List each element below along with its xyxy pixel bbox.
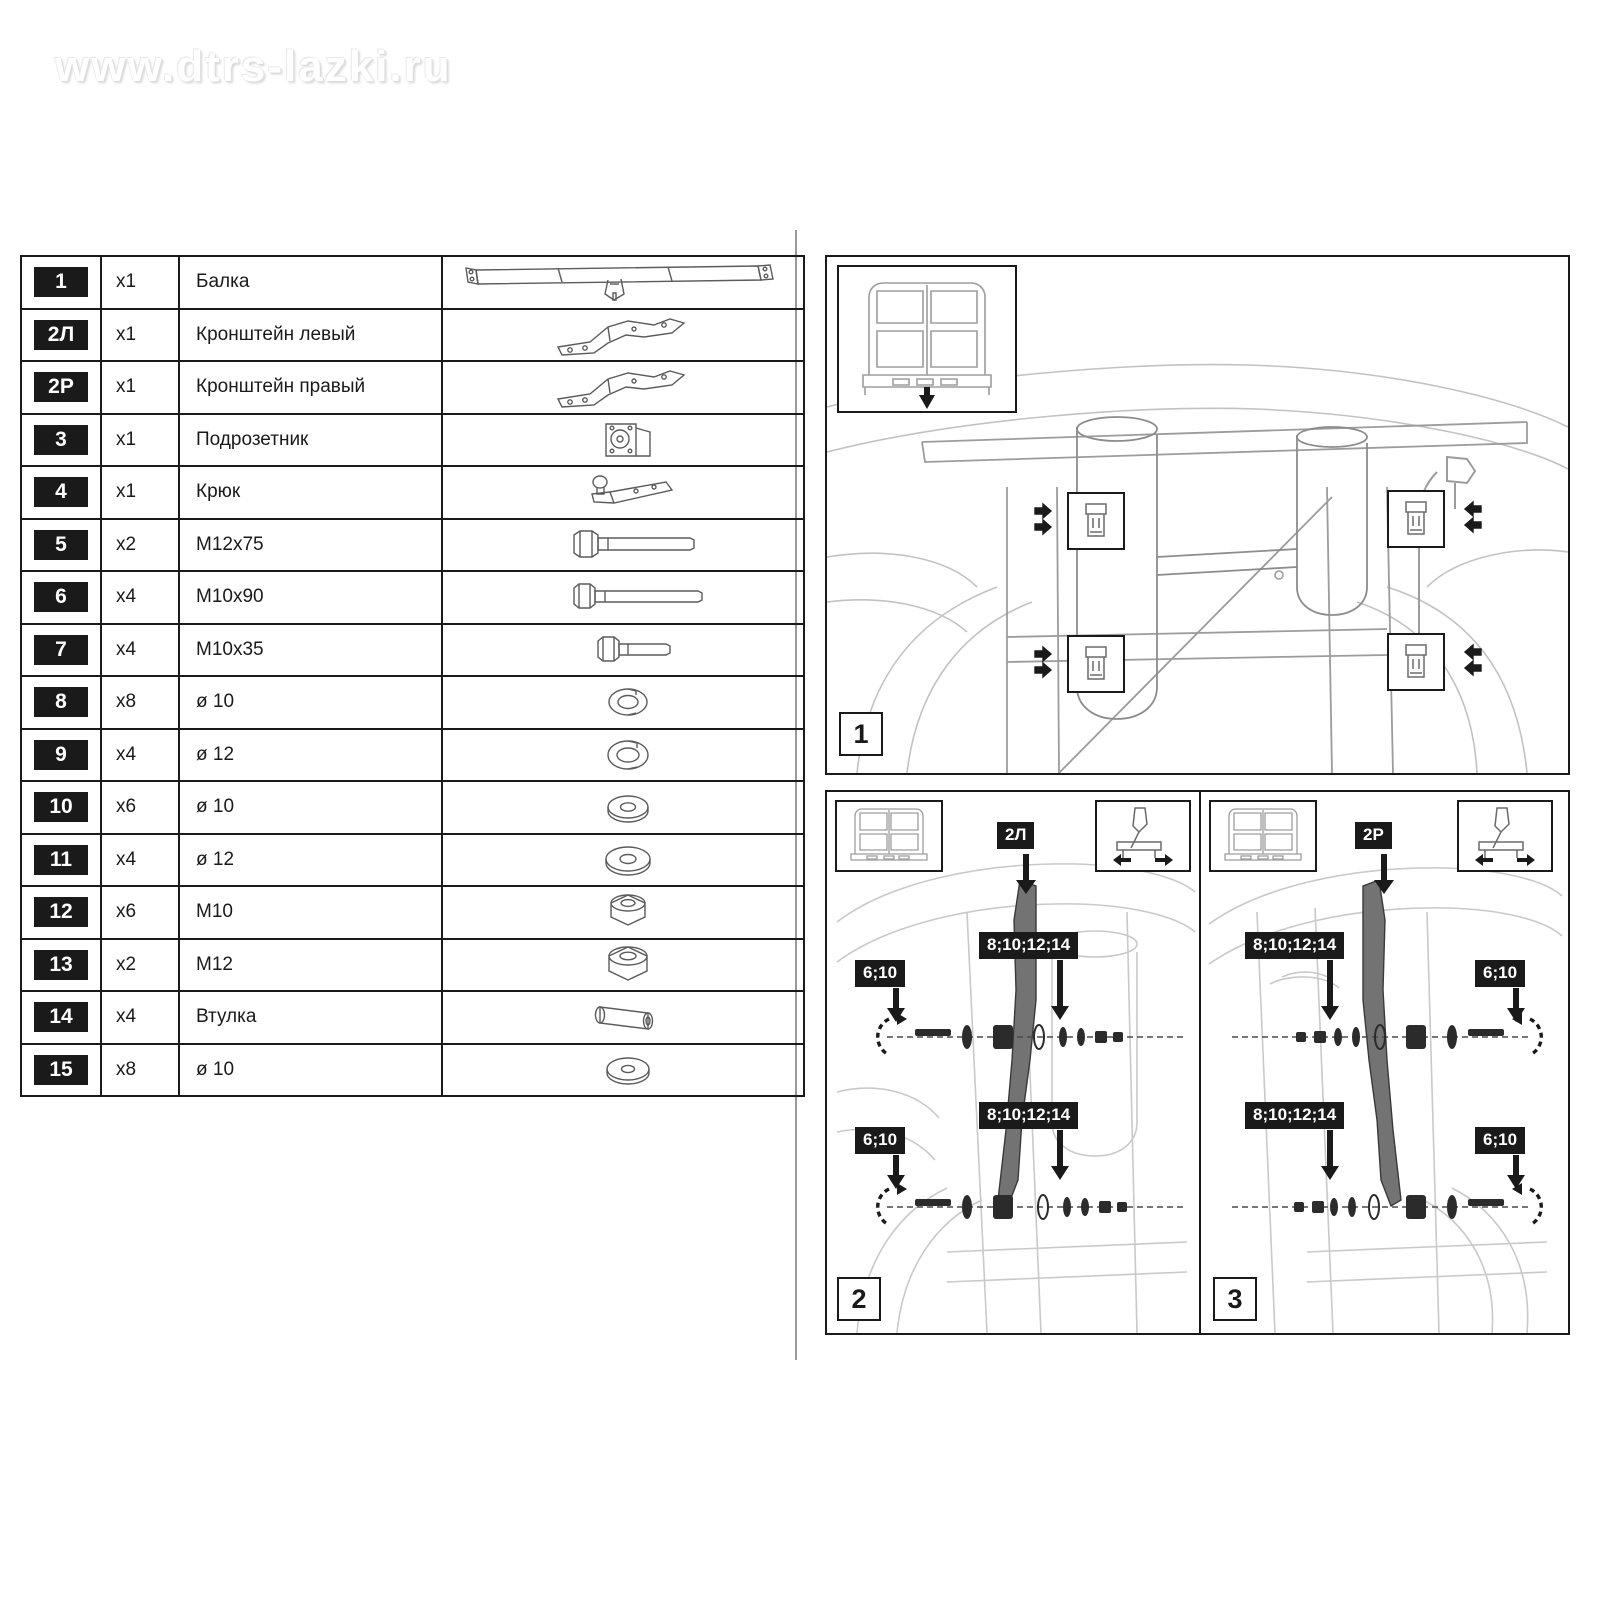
- part-number-badge: 10: [34, 792, 88, 822]
- part-number-cell: [21, 676, 101, 729]
- callout-step2-bottom-right: 8;10;12;14: [979, 1102, 1078, 1129]
- part-name-cell: M12x75: [179, 519, 442, 572]
- large-flat-washer-icon: [442, 1044, 804, 1097]
- table-row: [21, 676, 804, 729]
- part-name-cell: M10x90: [179, 571, 442, 624]
- spring-washer-icon: [442, 676, 804, 729]
- table-row: [21, 309, 804, 362]
- bolt-short-icon: [442, 624, 804, 677]
- clip-arrow-top-right: [1447, 500, 1487, 534]
- part-name-cell: M10x35: [179, 624, 442, 677]
- callout-arrow-step2-br: [1049, 1130, 1071, 1180]
- table-row: [21, 466, 804, 519]
- table-row: [21, 834, 804, 887]
- callout-arrow-step3-bl: [1319, 1130, 1341, 1180]
- part-qty-cell: x6: [101, 886, 179, 939]
- part-name-cell: ø 12: [179, 729, 442, 782]
- hex-nut-icon: [442, 939, 804, 992]
- hex-nut-icon: [442, 886, 804, 939]
- part-number-badge: 13: [34, 950, 88, 980]
- rear-vehicle-view-icon: [839, 267, 1015, 411]
- parts-table-body: [21, 256, 804, 1096]
- fastener-row-top-left: [867, 1007, 1197, 1067]
- table-row: [21, 414, 804, 467]
- tow-hook-icon: [442, 466, 804, 519]
- part-qty-cell: x4: [101, 571, 179, 624]
- part-name-cell: M12: [179, 939, 442, 992]
- fastener-row-top-right: [1222, 1007, 1552, 1067]
- callout-step3-bottom-right: 6;10: [1475, 1127, 1525, 1154]
- part-number-badge: 2Л: [34, 320, 88, 350]
- part-name-cell: Кронштейн правый: [179, 361, 442, 414]
- part-qty-cell: x1: [101, 256, 179, 309]
- clip-arrow-top-left: [1029, 502, 1069, 536]
- part-name-cell: Балка: [179, 256, 442, 309]
- part-qty-cell: x8: [101, 676, 179, 729]
- bracket-2l-pointer-arrow: [1012, 854, 1038, 894]
- spring-washer-icon: [442, 729, 804, 782]
- table-row: [21, 939, 804, 992]
- part-number-badge: 15: [34, 1055, 88, 1085]
- clip-arrow-bottom-left: [1029, 645, 1069, 679]
- part-qty-cell: x4: [101, 624, 179, 677]
- table-row: [21, 729, 804, 782]
- part-number-badge: 3: [34, 425, 88, 455]
- site-watermark: www.dtrs-lazki.ru: [55, 42, 452, 91]
- bracket-2r-pointer-arrow: [1370, 854, 1396, 894]
- clip-arrow-bottom-right: [1447, 643, 1487, 677]
- part-name-cell: Подрозетник: [179, 414, 442, 467]
- callout-step2-bottom-left: 6;10: [855, 1127, 905, 1154]
- clip-icon: [1069, 637, 1123, 691]
- flat-washer-icon: [442, 834, 804, 887]
- part-qty-cell: x4: [101, 834, 179, 887]
- callout-bracket-2l: 2Л: [997, 822, 1034, 849]
- table-row: [21, 781, 804, 834]
- parts-list-table: [20, 255, 805, 1097]
- callout-arrow-step2-bl: [885, 1155, 907, 1189]
- part-name-cell: ø 10: [179, 781, 442, 834]
- right-bracket-icon: [442, 361, 804, 414]
- part-number-badge: 7: [34, 635, 88, 665]
- part-qty-cell: x2: [101, 939, 179, 992]
- fastener-row-bottom-left: [867, 1177, 1197, 1237]
- callout-arrow-step3-br: [1505, 1155, 1527, 1189]
- rear-vehicle-view-icon: [1211, 802, 1315, 870]
- bolt-long-icon: [442, 571, 804, 624]
- socket-plate-icon: [442, 414, 804, 467]
- flat-washer-icon: [442, 781, 804, 834]
- callout-arrow-step2-tl: [885, 988, 907, 1022]
- part-qty-cell: x2: [101, 519, 179, 572]
- clip-detail-top-left: [1067, 492, 1125, 550]
- part-number-cell: [21, 781, 101, 834]
- sleeve-icon: [442, 991, 804, 1044]
- clip-icon: [1389, 492, 1443, 546]
- part-name-cell: ø 10: [179, 676, 442, 729]
- table-row: [21, 991, 804, 1044]
- steps-2-3-panel: [825, 790, 1570, 1335]
- clip-detail-top-right: [1387, 490, 1445, 548]
- step-badge-2: 2: [837, 1277, 881, 1321]
- part-qty-cell: x4: [101, 991, 179, 1044]
- clip-detail-bottom-right: [1387, 633, 1445, 691]
- callout-step2-top-right: 8;10;12;14: [979, 932, 1078, 959]
- table-row: [21, 519, 804, 572]
- part-name-cell: Кронштейн левый: [179, 309, 442, 362]
- part-number-badge: 12: [34, 897, 88, 927]
- part-qty-cell: x1: [101, 414, 179, 467]
- part-name-cell: ø 12: [179, 834, 442, 887]
- part-name-cell: M10: [179, 886, 442, 939]
- part-number-badge: 8: [34, 687, 88, 717]
- part-name-cell: Втулка: [179, 991, 442, 1044]
- part-qty-cell: x1: [101, 466, 179, 519]
- part-number-cell: [21, 991, 101, 1044]
- part-number-cell: [21, 571, 101, 624]
- part-number-badge: 4: [34, 477, 88, 507]
- part-number-badge: 5: [34, 530, 88, 560]
- step3-tool-thumbnail: [1457, 800, 1553, 872]
- step-badge-1: 1: [839, 712, 883, 756]
- part-number-badge: 14: [34, 1002, 88, 1032]
- rear-vehicle-thumbnail: [837, 265, 1017, 413]
- bolt-long-icon: [442, 519, 804, 572]
- part-number-cell: [21, 361, 101, 414]
- part-number-cell: [21, 1044, 101, 1097]
- part-number-cell: [21, 624, 101, 677]
- table-row: [21, 571, 804, 624]
- table-row: [21, 361, 804, 414]
- clip-detail-bottom-left: [1067, 635, 1125, 693]
- part-number-badge: 1: [34, 267, 88, 297]
- clip-icon: [1069, 494, 1123, 548]
- part-qty-cell: x4: [101, 729, 179, 782]
- part-number-badge: 11: [34, 845, 88, 875]
- screwdriver-icon: [1097, 802, 1189, 870]
- part-number-cell: [21, 256, 101, 309]
- callout-bracket-2r: 2Р: [1355, 822, 1392, 849]
- step3-vehicle-thumbnail: [1209, 800, 1317, 872]
- part-number-cell: [21, 519, 101, 572]
- part-number-cell: [21, 939, 101, 992]
- step-1-panel: [825, 255, 1570, 775]
- callout-step3-top-right: 6;10: [1475, 960, 1525, 987]
- table-row: [21, 886, 804, 939]
- fastener-row-bottom-right: [1222, 1177, 1552, 1237]
- callout-arrow-step2-tr: [1049, 960, 1071, 1020]
- callout-step3-top-left: 8;10;12;14: [1245, 932, 1344, 959]
- part-qty-cell: x6: [101, 781, 179, 834]
- part-number-cell: [21, 886, 101, 939]
- callout-arrow-step3-tl: [1319, 960, 1341, 1020]
- tow-bar-beam-icon: [442, 256, 804, 309]
- rear-vehicle-view-icon: [837, 802, 941, 870]
- table-row: [21, 1044, 804, 1097]
- callout-step3-bottom-left: 8;10;12;14: [1245, 1102, 1344, 1129]
- callout-arrow-step3-tr: [1505, 988, 1527, 1022]
- part-number-badge: 2Р: [34, 372, 88, 402]
- step2-vehicle-thumbnail: [835, 800, 943, 872]
- screwdriver-icon: [1459, 802, 1551, 870]
- table-row: [21, 256, 804, 309]
- step2-tool-thumbnail: [1095, 800, 1191, 872]
- part-number-cell: [21, 729, 101, 782]
- table-row: [21, 624, 804, 677]
- part-number-badge: 9: [34, 740, 88, 770]
- part-qty-cell: x1: [101, 309, 179, 362]
- callout-step2-top-left: 6;10: [855, 960, 905, 987]
- part-number-badge: 6: [34, 582, 88, 612]
- part-qty-cell: x1: [101, 361, 179, 414]
- part-number-cell: [21, 309, 101, 362]
- step-badge-3: 3: [1213, 1277, 1257, 1321]
- part-number-cell: [21, 834, 101, 887]
- part-number-cell: [21, 414, 101, 467]
- part-qty-cell: x8: [101, 1044, 179, 1097]
- part-name-cell: Крюк: [179, 466, 442, 519]
- part-name-cell: ø 10: [179, 1044, 442, 1097]
- clip-icon: [1389, 635, 1443, 689]
- left-bracket-icon: [442, 309, 804, 362]
- part-number-cell: [21, 466, 101, 519]
